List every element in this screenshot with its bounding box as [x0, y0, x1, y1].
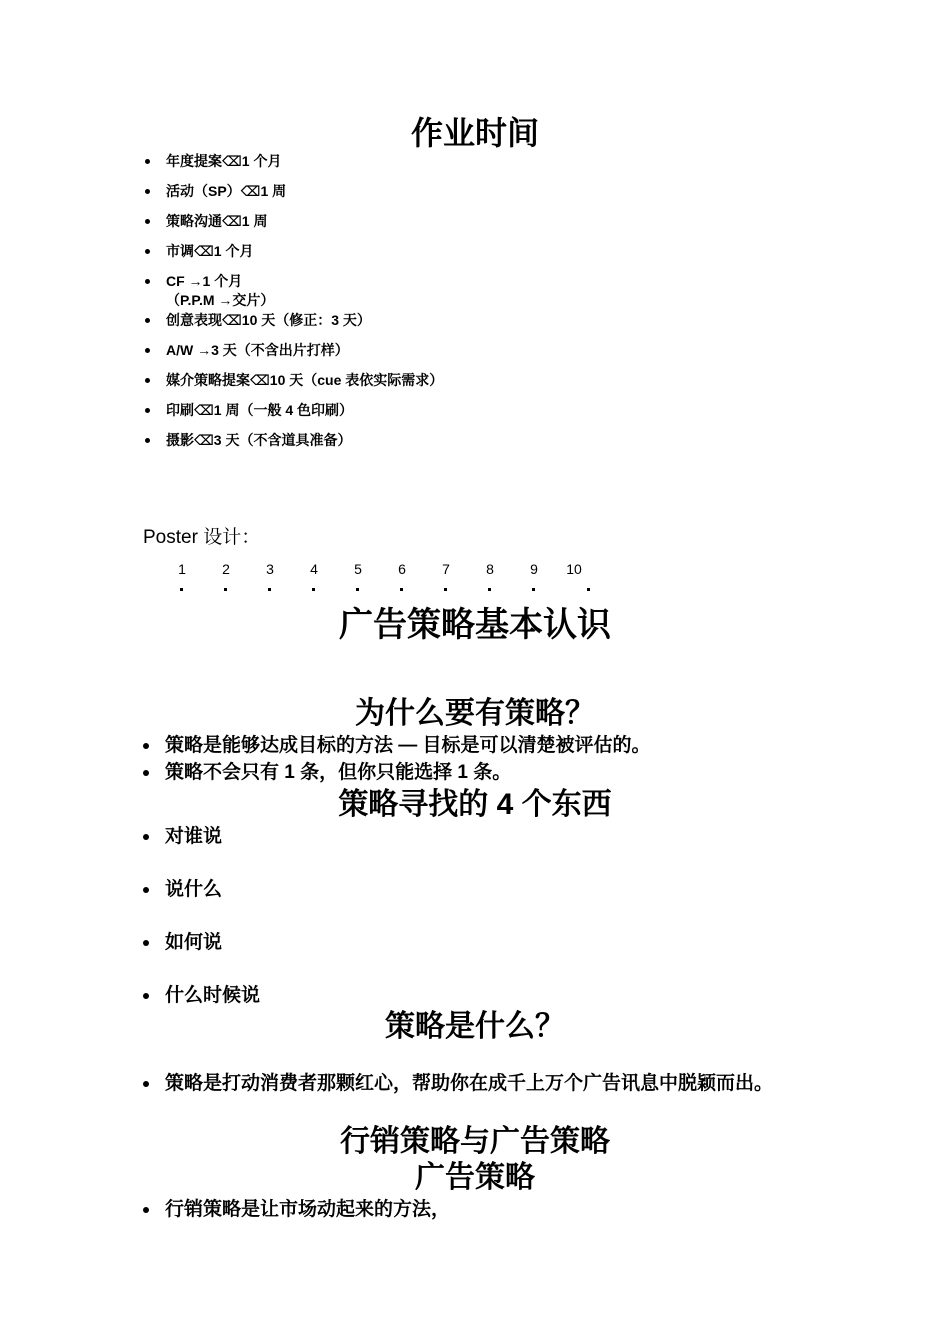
- poster-dot: [312, 588, 315, 591]
- poster-number: 5: [354, 561, 362, 577]
- poster-number-row: [170, 560, 630, 600]
- list-item: 如何说: [143, 931, 803, 955]
- poster-number: 9: [530, 561, 538, 577]
- list-item: 摄影⌫3 天（不含道具准备）: [145, 431, 845, 450]
- poster-number: 6: [398, 561, 406, 577]
- work-time-title: 作业时间: [410, 115, 539, 151]
- list-item: 年度提案⌫1 个月: [145, 152, 845, 171]
- poster-dot: [488, 588, 491, 591]
- poster-dot: [444, 588, 447, 591]
- poster-label: Poster 设计：: [143, 527, 261, 548]
- list-item: CF →1 个月 （P.P.M →交片）: [145, 272, 845, 310]
- list-item: 活动（SP）⌫1 周: [145, 182, 845, 201]
- list-item: 策略沟通⌫1 周: [145, 212, 845, 231]
- list-item: 市调⌫1 个月: [145, 242, 845, 261]
- ad-strategy-title: 广告策略: [415, 1161, 535, 1194]
- marketing-title: 行销策略与广告策略: [340, 1125, 610, 1158]
- poster-dot: [587, 588, 590, 591]
- list-item: 媒介策略提案⌫10 天（cue 表依实际需求）: [145, 371, 845, 390]
- list-item: 印刷⌫1 周（一般 4 色印刷）: [145, 401, 845, 420]
- poster-number: 2: [222, 561, 230, 577]
- work-time-list: [145, 152, 845, 461]
- marketing-list: [143, 1198, 803, 1222]
- poster-number: 3: [266, 561, 274, 577]
- list-item: A/W →3 天（不含出片打样）: [145, 341, 845, 360]
- poster-number: 1: [178, 561, 186, 577]
- poster-number: 10: [566, 561, 582, 577]
- list-item: 策略不会只有 1 条，但你只能选择 1 条。: [143, 761, 803, 785]
- poster-dot: [268, 588, 271, 591]
- list-item: 创意表现⌫10 天（修正：3 天）: [145, 311, 845, 330]
- why-title: 为什么要有策略？: [355, 697, 595, 730]
- four-things-title: 策略寻找的 4 个东西: [338, 788, 612, 821]
- what-is-strategy-list: [143, 1072, 783, 1096]
- poster-number: 8: [486, 561, 494, 577]
- list-item: 策略是打动消费者那颗红心，帮助你在成千上万个广告讯息中脱颖而出。: [143, 1072, 783, 1096]
- list-item: 对谁说: [143, 825, 803, 849]
- list-item: 说什么: [143, 878, 803, 902]
- list-item: 行销策略是让市场动起来的方法，: [143, 1198, 803, 1222]
- poster-number: 4: [310, 561, 318, 577]
- poster-dot: [180, 588, 183, 591]
- poster-dot: [400, 588, 403, 591]
- four-things-list: [143, 825, 803, 1008]
- basic-title: 广告策略基本认识: [339, 606, 611, 644]
- why-list: [143, 734, 803, 785]
- poster-dot: [532, 588, 535, 591]
- poster-number: 7: [442, 561, 450, 577]
- poster-dot: [224, 588, 227, 591]
- list-item: 策略是能够达成目标的方法 — 目标是可以清楚被评估的。: [143, 734, 803, 758]
- list-item: 什么时候说: [143, 984, 803, 1008]
- what-is-strategy-title: 策略是什么？: [385, 1010, 565, 1043]
- poster-dot: [356, 588, 359, 591]
